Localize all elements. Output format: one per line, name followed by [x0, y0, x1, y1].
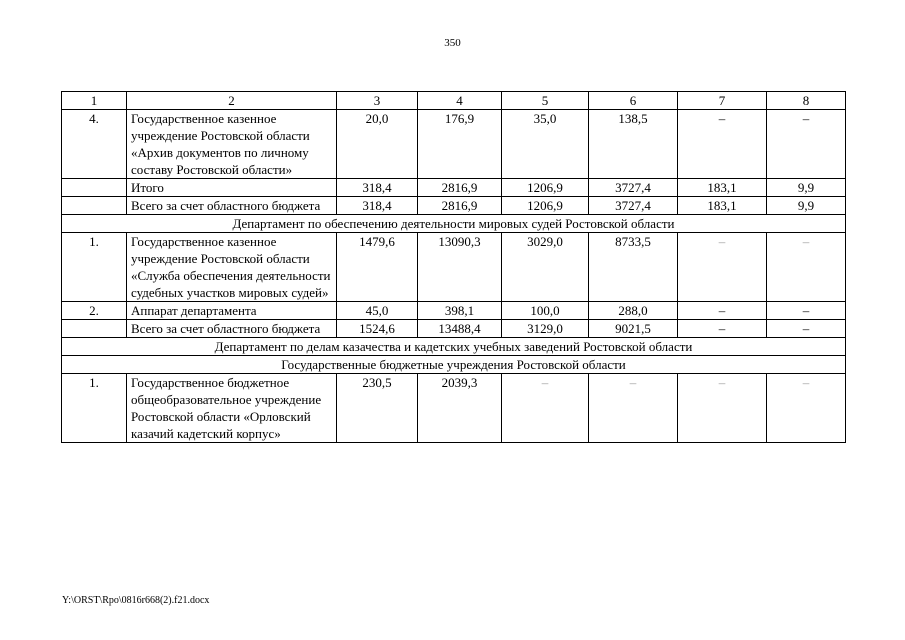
section-heading: Департамент по обеспечению деятельности мировых судей Ростовской области	[62, 215, 846, 233]
value-cell: –	[678, 233, 767, 302]
header-cell: 3	[337, 92, 418, 110]
section-row	[62, 356, 846, 374]
value-cell: 9,9	[767, 197, 846, 215]
value-cell: 2039,3	[418, 374, 502, 443]
value-cell: –	[678, 320, 767, 338]
value-cell: 3727,4	[589, 179, 678, 197]
value-cell: 3029,0	[502, 233, 589, 302]
header-cell: 1	[62, 92, 127, 110]
value-cell: 138,5	[589, 110, 678, 179]
row-number	[62, 197, 127, 215]
value-cell: 176,9	[418, 110, 502, 179]
value-cell: 318,4	[337, 197, 418, 215]
section-heading: Департамент по делам казачества и кадетских учебных заведений Ростовской области	[62, 338, 846, 356]
header-cell: 4	[418, 92, 502, 110]
value-cell: –	[589, 374, 678, 443]
row-number: 1.	[62, 233, 127, 302]
value-cell: 183,1	[678, 197, 767, 215]
value-cell: –	[678, 374, 767, 443]
value-cell: 3129,0	[502, 320, 589, 338]
value-cell: 230,5	[337, 374, 418, 443]
table-row	[62, 374, 846, 443]
institution-name: Государственное казенное учреждение Ростовской области «Архив документов по личному составу Ростовской области»	[127, 110, 337, 179]
institution-name: Аппарат департамента	[127, 302, 337, 320]
table-row	[62, 302, 846, 320]
table-header-row	[62, 92, 846, 110]
table-row	[62, 320, 846, 338]
value-cell: 9021,5	[589, 320, 678, 338]
institution-name: Всего за счет областного бюджета	[127, 320, 337, 338]
budget-table	[61, 91, 846, 443]
value-cell: 35,0	[502, 110, 589, 179]
value-cell: 3727,4	[589, 197, 678, 215]
header-cell: 2	[127, 92, 337, 110]
value-cell: 2816,9	[418, 179, 502, 197]
value-cell: 318,4	[337, 179, 418, 197]
page-number: 350	[444, 37, 461, 49]
value-cell: 13090,3	[418, 233, 502, 302]
header-cell: 6	[589, 92, 678, 110]
value-cell: 100,0	[502, 302, 589, 320]
row-number: 2.	[62, 302, 127, 320]
value-cell: –	[767, 110, 846, 179]
section-row	[62, 338, 846, 356]
value-cell: 2816,9	[418, 197, 502, 215]
value-cell: –	[767, 374, 846, 443]
row-number: 1.	[62, 374, 127, 443]
row-number	[62, 320, 127, 338]
value-cell: 1524,6	[337, 320, 418, 338]
institution-name: Государственное бюджетное общеобразовательное учреждение Ростовской области «Орловский казачий кадетский корпус»	[127, 374, 337, 443]
value-cell: –	[767, 302, 846, 320]
header-cell: 7	[678, 92, 767, 110]
institution-name: Всего за счет областного бюджета	[127, 197, 337, 215]
value-cell: 1479,6	[337, 233, 418, 302]
value-cell: –	[767, 233, 846, 302]
value-cell: 20,0	[337, 110, 418, 179]
value-cell: 398,1	[418, 302, 502, 320]
value-cell: 183,1	[678, 179, 767, 197]
value-cell: 9,9	[767, 179, 846, 197]
value-cell: –	[767, 320, 846, 338]
institution-name: Итого	[127, 179, 337, 197]
header-cell: 5	[502, 92, 589, 110]
row-number	[62, 179, 127, 197]
section-heading: Государственные бюджетные учреждения Ростовской области	[62, 356, 846, 374]
table-row	[62, 233, 846, 302]
row-number: 4.	[62, 110, 127, 179]
value-cell: 8733,5	[589, 233, 678, 302]
value-cell: 288,0	[589, 302, 678, 320]
value-cell: –	[502, 374, 589, 443]
value-cell: 1206,9	[502, 179, 589, 197]
header-cell: 8	[767, 92, 846, 110]
table-row	[62, 197, 846, 215]
value-cell: 45,0	[337, 302, 418, 320]
document-path: Y:\ORST\Rpo\0816r668(2).f21.docx	[62, 595, 210, 606]
value-cell: 13488,4	[418, 320, 502, 338]
institution-name: Государственное казенное учреждение Ростовской области «Служба обеспечения деятельности судебных участков мировых судей»	[127, 233, 337, 302]
value-cell: –	[678, 302, 767, 320]
table-row	[62, 179, 846, 197]
value-cell: –	[678, 110, 767, 179]
section-row	[62, 215, 846, 233]
value-cell: 1206,9	[502, 197, 589, 215]
table-row	[62, 110, 846, 179]
